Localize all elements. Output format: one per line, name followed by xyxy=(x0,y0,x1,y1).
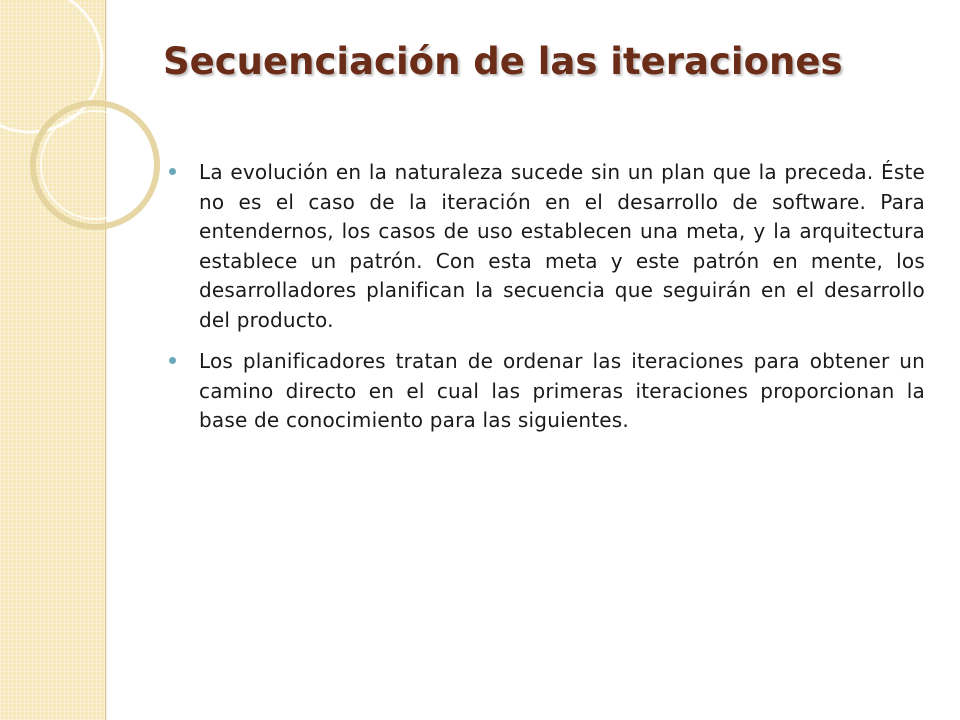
decorative-circle-small-inner xyxy=(41,111,149,219)
decorative-circle-small xyxy=(33,103,157,227)
decorative-circles xyxy=(0,0,170,270)
bullet-text: La evolución en la naturaleza sucede sin un plan que la preceda. Éste no es el caso de la iteración en el desarrollo de software. Para entendernos, los casos de uso establecen una meta, y la arquitectura establece un patrón. Con esta meta y este patrón en mente, los desarrolladores planifican la secuencia que seguirán en el desarrollo del producto. xyxy=(199,160,925,332)
bullet-dot-icon xyxy=(169,168,176,175)
bullet-dot-icon xyxy=(169,357,176,364)
bullet-text: Los planificadores tratan de ordenar las iteraciones para obtener un camino directo en el cual las primeras iteraciones proporcionan la base de conocimiento para las siguientes. xyxy=(199,349,925,432)
bullet-item xyxy=(165,347,925,436)
bullet-item xyxy=(165,158,925,335)
bullet-list xyxy=(165,158,925,448)
slide-title: Secuenciación de las iteraciones xyxy=(163,40,843,83)
